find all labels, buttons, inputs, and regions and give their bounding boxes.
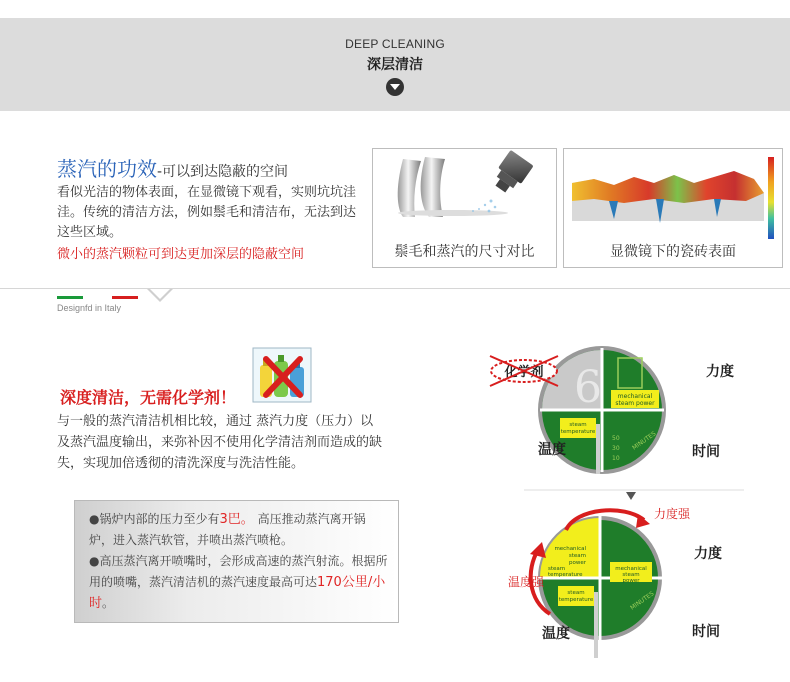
label-temp-strong: 温度强 bbox=[508, 575, 545, 589]
expand-down-icon[interactable] bbox=[386, 78, 404, 96]
section2-body: 与一般的蒸汽清洁机相比较，通过 蒸汽力度（压力）以及蒸汽温度输出，来弥补因不使用化学清洁剂而造成的缺失，实现加倍透彻的清洗深度与洗洁性能。 bbox=[57, 414, 383, 471]
svg-text:50: 50 bbox=[612, 435, 620, 442]
svg-text:steam: steam bbox=[567, 590, 585, 596]
header-title-cn: 深层清洁 bbox=[367, 57, 423, 73]
section1-title-main: 蒸汽的功效 bbox=[57, 157, 157, 181]
svg-text:temperature: temperature bbox=[560, 429, 596, 435]
svg-text:化学剂: 化学剂 bbox=[504, 365, 544, 380]
card2-caption: 显微镜下的瓷砖表面 bbox=[610, 244, 736, 260]
section1-title-sub: -可以到达隐蔽的空间 bbox=[157, 164, 289, 180]
label-force-bottom: 力度 bbox=[694, 546, 722, 562]
note-paragraph-pressure: ●锅炉内部的压力至少有3巴。 高压推动蒸汽离开锅炉，进入蒸汽软管，并喷出蒸汽喷枪。 bbox=[89, 512, 366, 547]
svg-text:mechanical: mechanical bbox=[615, 566, 647, 572]
down-arrow-icon bbox=[626, 492, 636, 500]
section-divider bbox=[0, 288, 790, 289]
bristle-steam-comparison-card bbox=[372, 148, 557, 268]
svg-text:power: power bbox=[569, 560, 586, 566]
svg-text:MINUTES: MINUTES bbox=[629, 590, 656, 612]
section1-title bbox=[57, 153, 288, 182]
label-force-strong: 力度强 bbox=[654, 507, 691, 521]
svg-text:temperature: temperature bbox=[558, 597, 594, 603]
note-paragraph-speed: ●高压蒸汽离开喷嘴时，会形成高速的蒸汽射流。根据所用的喷嘴，蒸汽清洁机的蒸汽速度最高可达170公里/小时。 bbox=[89, 554, 388, 611]
label-time-bottom: 时间 bbox=[692, 624, 720, 640]
label-temp-bottom: 温度 bbox=[542, 626, 570, 642]
designed-in-italy: Designfd in Italy bbox=[57, 303, 122, 313]
svg-text:steam: steam bbox=[568, 553, 586, 559]
section1-body: 看似光洁的物体表面，在显微镜下观看，实则坑坑洼洼。传统的清洁方法，例如鬃毛和清洁布，无法到达这些区域。 bbox=[57, 185, 357, 240]
pressure-value: 3巴。 bbox=[219, 512, 254, 527]
section1-highlight: 微小的蒸汽颗粒可到达更加深层的隐蔽空间 bbox=[57, 247, 305, 262]
svg-text:steam: steam bbox=[622, 572, 640, 578]
info-note-box bbox=[74, 500, 399, 623]
microscope-surface-illustration bbox=[564, 149, 784, 249]
svg-text:6: 6 bbox=[574, 362, 602, 413]
svg-text:30: 30 bbox=[612, 445, 620, 452]
header-band bbox=[0, 18, 790, 111]
label-time-top: 时间 bbox=[692, 444, 720, 460]
svg-text:steam power: steam power bbox=[615, 400, 655, 407]
label-temp-top: 温度 bbox=[538, 442, 566, 458]
header-title-en: DEEP CLEANING bbox=[345, 37, 445, 51]
no-chemicals-icon bbox=[252, 347, 312, 403]
flag-stripe-red bbox=[112, 296, 138, 299]
svg-text:10: 10 bbox=[612, 455, 620, 462]
svg-text:mechanical: mechanical bbox=[554, 546, 586, 552]
flag-stripe-green bbox=[57, 296, 83, 299]
svg-text:MINUTES: MINUTES bbox=[631, 430, 658, 452]
svg-text:steam: steam bbox=[548, 566, 566, 572]
svg-text:steam: steam bbox=[569, 422, 587, 428]
microscope-tile-card bbox=[563, 148, 783, 268]
bristle-steam-illustration bbox=[373, 149, 558, 249]
card1-caption: 鬃毛和蒸汽的尺寸对比 bbox=[394, 244, 535, 260]
chemical-crossed-out bbox=[490, 356, 558, 386]
svg-text:mechanical: mechanical bbox=[617, 393, 653, 400]
svg-text:power: power bbox=[622, 578, 640, 584]
speed-value: 170公里/小时 bbox=[89, 575, 386, 611]
svg-text:temperature: temperature bbox=[548, 572, 583, 578]
section2-title: 深度清洁，无需化学剂！ bbox=[60, 388, 237, 407]
label-force-top: 力度 bbox=[706, 364, 734, 380]
cleaning-factors-diagram bbox=[484, 340, 784, 670]
